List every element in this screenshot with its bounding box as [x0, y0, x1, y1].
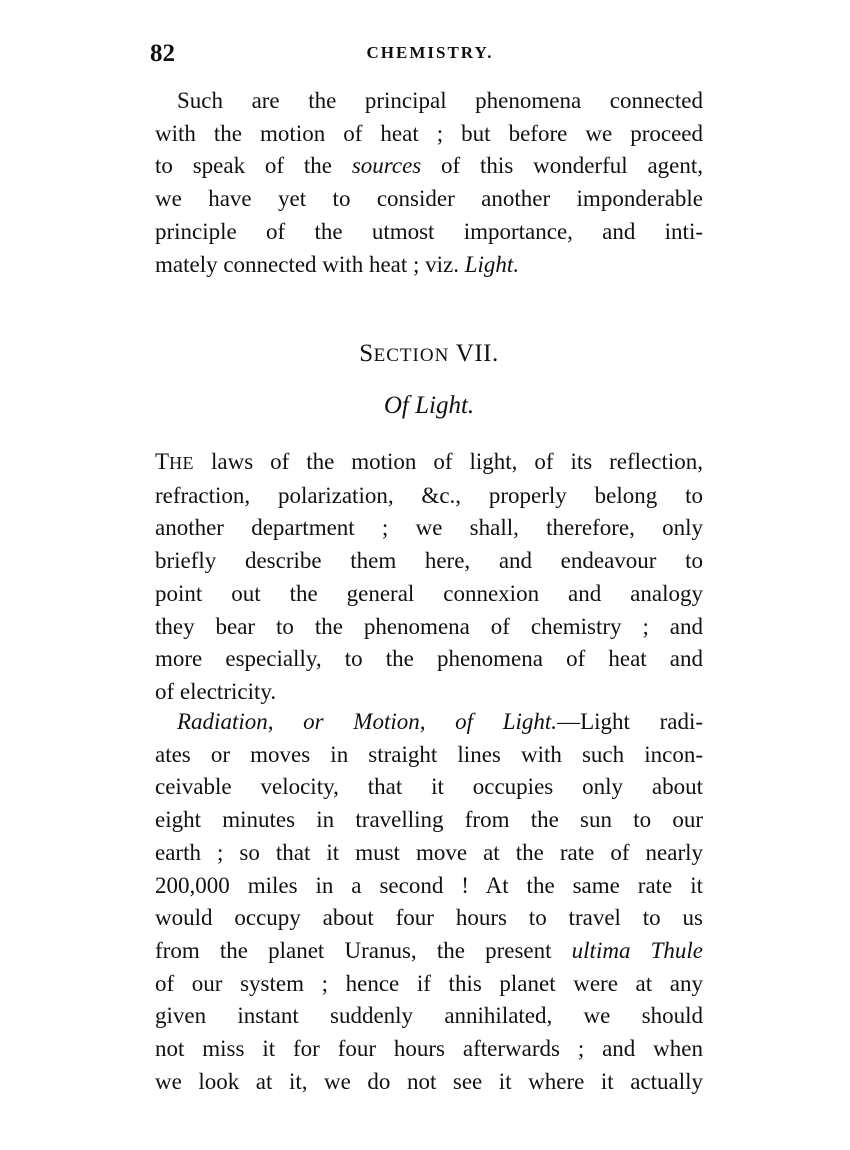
- text-line: THE laws of the motion of light, of its reflection,: [155, 449, 703, 474]
- text-line: eight minutes in travelling from the sun to our: [155, 807, 703, 833]
- text-line: would occupy about four hours to travel to us: [155, 905, 703, 931]
- text-line: with the motion of heat ; but before we proceed: [155, 120, 703, 146]
- running-title: CHEMISTRY.: [366, 43, 494, 62]
- text-line: ceivable velocity, that it occupies only about: [155, 774, 703, 800]
- text-line: principle of the utmost importance, and inti-: [155, 218, 703, 244]
- text-line: given instant suddenly annihilated, we should: [155, 1003, 703, 1029]
- paragraph-lead-in: Radiation, or Motion, of Light.: [177, 709, 558, 734]
- text-line: not miss it for four hours afterwards ; and when: [155, 1036, 703, 1062]
- emphasis-sources: sources: [351, 153, 422, 179]
- text-line: of our system ; hence if this planet were at any: [155, 970, 703, 996]
- section-subtitle: Of Light.: [383, 392, 475, 419]
- text-line: point out the general connexion and analogy: [155, 580, 703, 606]
- paragraph-radiation-of-light: [155, 706, 703, 1098]
- text-line: we look at it, we do not see it where it actually: [155, 1068, 703, 1094]
- text-line: mately connected with heat ; viz. Light.: [155, 251, 520, 277]
- section-heading: SECTION VII.: [359, 340, 499, 367]
- text-line: more especially, to the phenomena of heat and: [155, 646, 703, 672]
- emphasis-light: Light.: [464, 251, 520, 277]
- text-line: refraction, polarization, &c., properly belong to: [155, 482, 703, 508]
- text-line: they bear to the phenomena of chemistry ; and: [155, 613, 703, 639]
- text-line: ates or moves in straight lines with such incon-: [155, 741, 703, 767]
- text-line: briefly describe them here, and endeavour to: [155, 548, 703, 574]
- emphasis-ultima-thule: ultima Thule: [571, 937, 704, 963]
- text-line: earth ; so that it must move at the rate of nearly: [155, 839, 703, 865]
- text-line: we have yet to consider another imponderable: [155, 186, 703, 212]
- page-number: 82: [150, 40, 175, 67]
- text-line: 200,000 miles in a second ! At the same rate it: [155, 872, 703, 898]
- text-line: to speak of the sources of this wonderful agent,: [155, 153, 703, 179]
- paragraph-heat-conclusion: [155, 85, 703, 281]
- paragraph-laws-of-light: [155, 446, 703, 709]
- text-line: Such are the principal phenomena connected: [177, 88, 703, 113]
- text-line: from the planet Uranus, the present ultima Thule: [155, 937, 704, 963]
- text-line: another department ; we shall, therefore, only: [155, 515, 703, 541]
- text-line: of electricity.: [155, 678, 277, 704]
- text-line: Radiation, or Motion, of Light.—Light radi-: [177, 709, 703, 734]
- running-head: [150, 40, 710, 70]
